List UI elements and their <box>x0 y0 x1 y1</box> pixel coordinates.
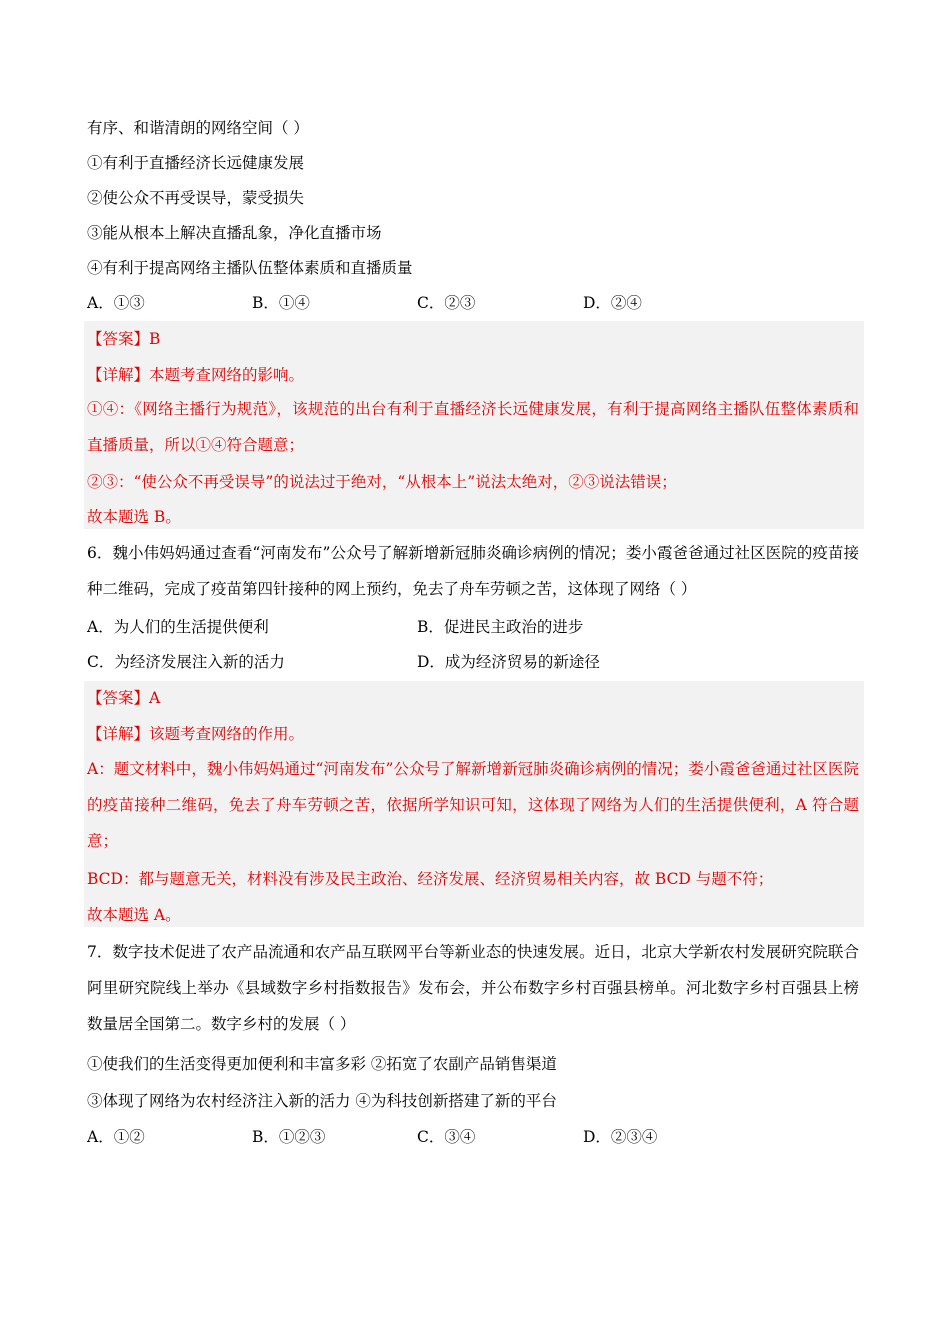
q5-item-3: ③能从根本上解决直播乱象，净化直播市场 <box>87 224 382 242</box>
q6-option-a: A．为人们的生活提供便利 <box>87 618 269 636</box>
q7-items-row-1: ①使我们的生活变得更加便利和丰富多彩 ②拓宽了农副产品销售渠道 <box>87 1055 557 1073</box>
q5-analysis-1: ①④：《网络主播行为规范》，该规范的出台有利于直播经济长远健康发展，有利于提高网络主播队伍整体素质和直播质量，所以①④符合题意； <box>87 400 859 454</box>
q6-stem: 6．魏小伟妈妈通过查看“河南发布”公众号了解新增新冠肺炎确诊病例的情况；娄小霞爸爸通过社区医院的疫苗接种二维码，完成了疫苗第四针接种的网上预约，免去了舟车劳顿之苦，这体现了网络（ ） <box>87 544 859 598</box>
q6-option-d: D．成为经济贸易的新途径 <box>417 653 600 671</box>
q6-conclusion: 故本题选 A。 <box>87 906 181 924</box>
q5-option-c: C．②③ <box>417 294 476 312</box>
q5-stem-tail: 有序、和谐清朗的网络空间（ ） <box>87 119 309 137</box>
q7-stem: 7．数字技术促进了农产品流通和农产品互联网平台等新业态的快速发展。近日，北京大学新农村发展研究院联合阿里研究院线上举办《县域数字乡村指数报告》发布会，并公布数字乡村百强县榜单。河北数字乡村百强县上榜数量居全国第二。数字乡村的发展（ ） <box>87 943 859 1033</box>
q5-analysis-title: 【详解】本题考查网络的影响。 <box>87 366 305 384</box>
q5-option-a: A．①③ <box>87 294 145 312</box>
q5-item-4: ④有利于提高网络主播队伍整体素质和直播质量 <box>87 259 413 277</box>
q5-conclusion: 故本题选 B。 <box>87 508 181 526</box>
q7-option-d: D．②③④ <box>583 1128 658 1146</box>
q6-analysis-title: 【详解】该题考查网络的作用。 <box>87 725 305 743</box>
q6-answer: 【答案】A <box>87 689 161 707</box>
q7-option-a: A．①② <box>87 1128 145 1146</box>
q5-item-1: ①有利于直播经济长远健康发展 <box>87 154 305 172</box>
q6-analysis-2: BCD：都与题意无关，材料没有涉及民主政治、经济发展、经济贸易相关内容，故 BCD 与题不符； <box>87 870 774 888</box>
q7-items-row-2: ③体现了网络为农村经济注入新的活力 ④为科技创新搭建了新的平台 <box>87 1092 557 1110</box>
q6-options-row-1 <box>87 617 863 637</box>
q5-option-d: D．②④ <box>583 294 642 312</box>
q5-option-b: B．①④ <box>252 294 310 312</box>
q5-item-2: ②使公众不再受误导，蒙受损失 <box>87 189 305 207</box>
q5-analysis-2: ②③：“使公众不再受误导”的说法过于绝对，“从根本上”说法太绝对，②③说法错误； <box>87 473 677 491</box>
q7-options <box>87 1127 863 1147</box>
q5-answer: 【答案】B <box>87 330 161 348</box>
q7-option-c: C．③④ <box>417 1128 476 1146</box>
q5-options <box>87 293 863 313</box>
q6-option-c: C．为经济发展注入新的活力 <box>87 653 285 671</box>
q7-option-b: B．①②③ <box>252 1128 326 1146</box>
q6-options-row-2 <box>87 652 863 672</box>
q6-option-b: B．促进民主政治的进步 <box>417 618 584 636</box>
q6-analysis-1: A：题文材料中，魏小伟妈妈通过“河南发布”公众号了解新增新冠肺炎确诊病例的情况；娄小霞爸爸通过社区医院的疫苗接种二维码，免去了舟车劳顿之苦，依据所学知识可知，这体现了网络为人们的生活提供便利，A 符合题意； <box>87 760 859 850</box>
